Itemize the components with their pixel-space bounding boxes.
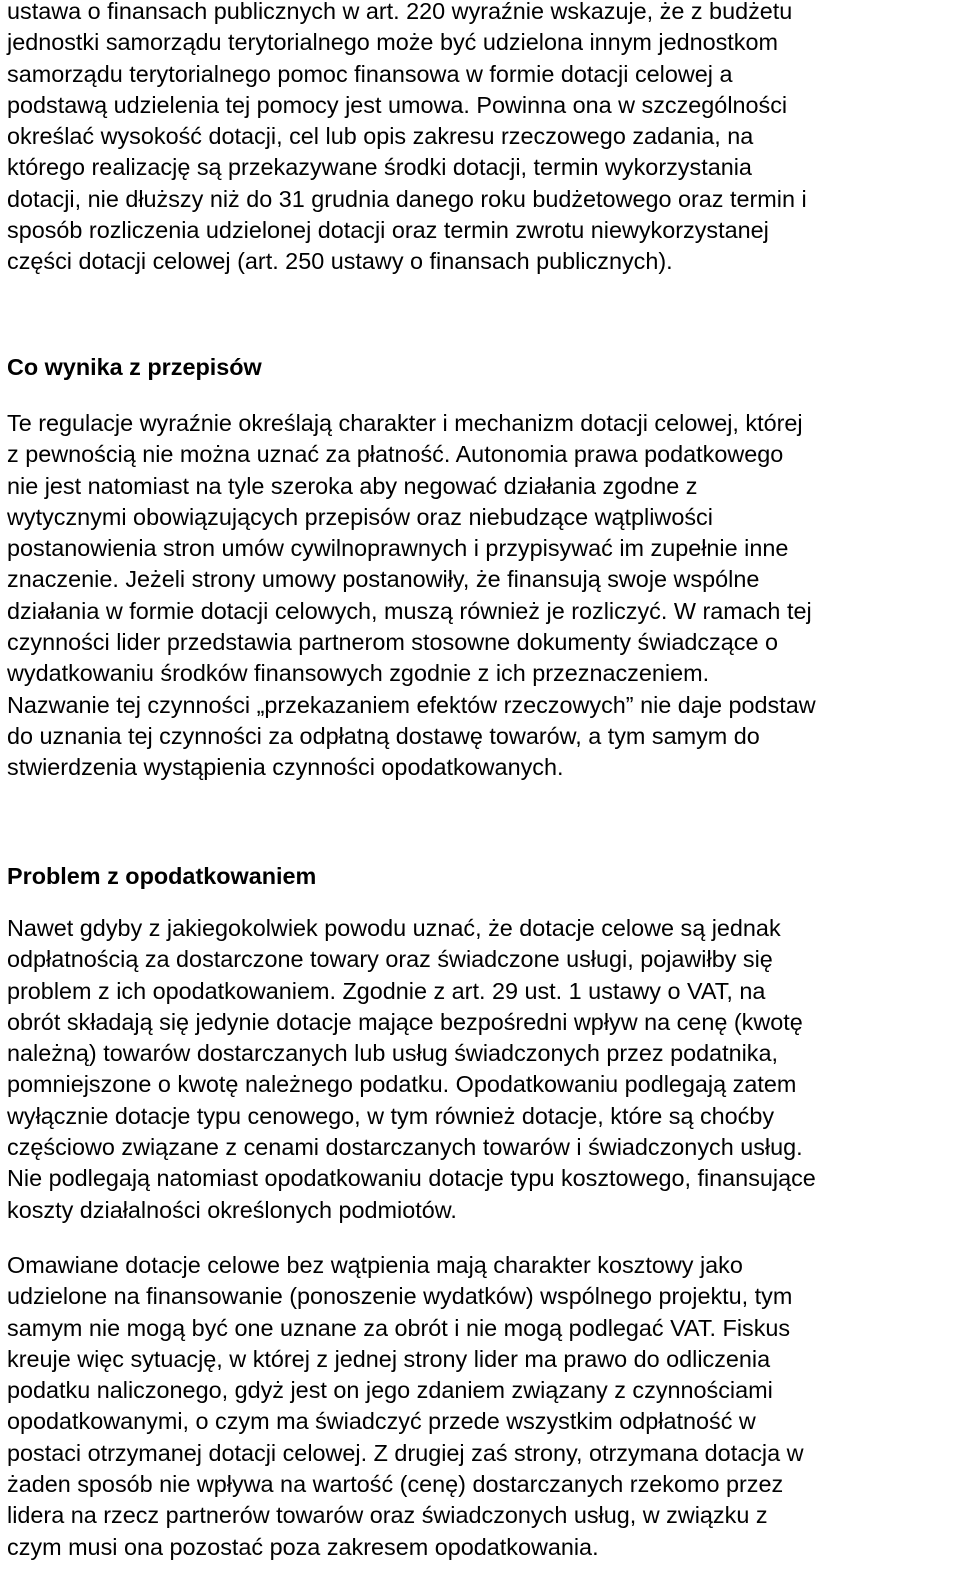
text-line: problem z ich opodatkowaniem. Zgodnie z art. 29 ust. 1 ustawy o VAT, na [7,977,766,1004]
text-line: części dotacji celowej (art. 250 ustawy o finansach publicznych). [7,248,673,275]
text-line: działania w formie dotacji celowych, muszą również je rozliczyć. W ramach tej [7,597,812,624]
text-line: nie jest natomiast na tyle szeroka aby negować działania zgodne z [7,472,698,499]
text-line: należną) towarów dostarczanych lub usług świadczonych przez podatnika, [7,1040,779,1067]
text-line: ustawa o finansach publicznych w art. 220 wyraźnie wskazuje, że z budżetu [7,0,793,24]
text-line: Te regulacje wyraźnie określają charakter i mechanizm dotacji celowej, której [7,410,803,436]
text-line: do uznania tej czynności za odpłatną dostawę towarów, a tym samym do [7,722,760,749]
text-line: sposób rozliczenia udzielonej dotacji oraz termin zwrotu niewykorzystanej [7,217,769,244]
text-line: udzielone na finansowanie (ponoszenie wydatków) wspólnego projektu, tym [7,1283,793,1310]
text-line: wytycznymi obowiązujących przepisów oraz niebudzące wątpliwości [7,503,713,530]
text-line: kreuje więc sytuację, w której z jednej strony lider ma prawo do odliczenia [7,1345,771,1372]
text-line: częściowo związane z cenami dostarczanych towarów i świadczonych usług. [7,1134,803,1161]
text-line: dotacji, nie dłuższy niż do 31 grudnia danego roku budżetowego oraz termin i [7,185,807,212]
text-line: pomniejszone o kwotę należnego podatku. Opodatkowaniu podlegają zatem [7,1071,797,1098]
text-line: samorządu terytorialnego pomoc finansowa w formie dotacji celowej a [7,60,733,87]
text-line: Omawiane dotacje celowe bez wątpienia mają charakter kosztowy jako [7,1252,743,1278]
text-line: z pewnością nie można uznać za płatność. Autonomia prawa podatkowego [7,441,784,468]
text-line: stwierdzenia wystąpienia czynności opodatkowanych. [7,754,564,781]
section2-paragraph-2 [7,1250,804,1563]
text-line: samym nie mogą być one uznane za obrót i nie mogą podlegać VAT. Fiskus [7,1314,791,1341]
text-line: odpłatnością za dostarczone towary oraz świadczone usługi, pojawiłby się [7,946,773,973]
text-line: którego realizację są przekazywane środki dotacji, termin wykorzystania [7,154,752,181]
text-line: postanowienia stron umów cywilnoprawnych i przypisywać im zupełnie inne [7,535,789,562]
text-line: Nie podlegają natomiast opodatkowaniu dotacje typu kosztowego, finansujące [7,1165,816,1192]
text-line: znaczenie. Jeżeli strony umowy postanowiły, że finansują swoje wspólne [7,566,760,593]
text-line: określać wysokość dotacji, cel lub opis zakresu rzeczowego zadania, na [7,123,754,150]
section-heading-przepisy: Co wynika z przepisów [7,354,262,380]
text-line: obrót składają się jedynie dotacje mające bezpośredni wpływ na cenę (kwotę [7,1008,803,1035]
text-line: jednostki samorządu terytorialnego może być udzielona innym jednostkom [7,29,778,56]
text-line: koszty działalności określonych podmiotów. [7,1196,457,1223]
text-line: Nazwanie tej czynności „przekazaniem efektów rzeczowych” nie daje podstaw [7,691,816,718]
text-line: Nawet gdyby z jakiegokolwiek powodu uznać, że dotacje celowe są jednak [7,915,781,941]
text-line: żaden sposób nie wpływa na wartość (cenę) dostarczanych rzekomo przez [7,1471,784,1498]
text-line: lidera na rzecz partnerów towarów oraz świadczonych usług, w związku z [7,1502,768,1529]
text-line: postaci otrzymanej dotacji celowej. Z drugiej zaś strony, otrzymana dotacja w [7,1439,804,1466]
text-line: czym musi ona pozostać poza zakresem opodatkowania. [7,1533,599,1560]
text-line: czynności lider przedstawia partnerom stosowne dokumenty świadczące o [7,629,778,656]
intro-paragraph [7,0,955,278]
section-heading-opodatkowanie: Problem z opodatkowaniem [7,863,317,889]
text-line: wyłącznie dotacje typu cenowego, w tym również dotacje, które są choćby [7,1102,775,1129]
document-page [7,0,955,1560]
section1-paragraph [7,408,816,784]
text-line: wydatkowaniu środków finansowych zgodnie z ich przeznaczeniem. [7,660,710,687]
text-line: podstawą udzielenia tej pomocy jest umowa. Powinna ona w szczególności [7,91,788,118]
text-line: podatku naliczonego, gdyż jest on jego zdaniem związany z czynnościami [7,1377,773,1404]
text-line: opodatkowanymi, o czym ma świadczyć przede wszystkim odpłatność w [7,1408,756,1435]
section2-paragraph-1 [7,913,816,1226]
